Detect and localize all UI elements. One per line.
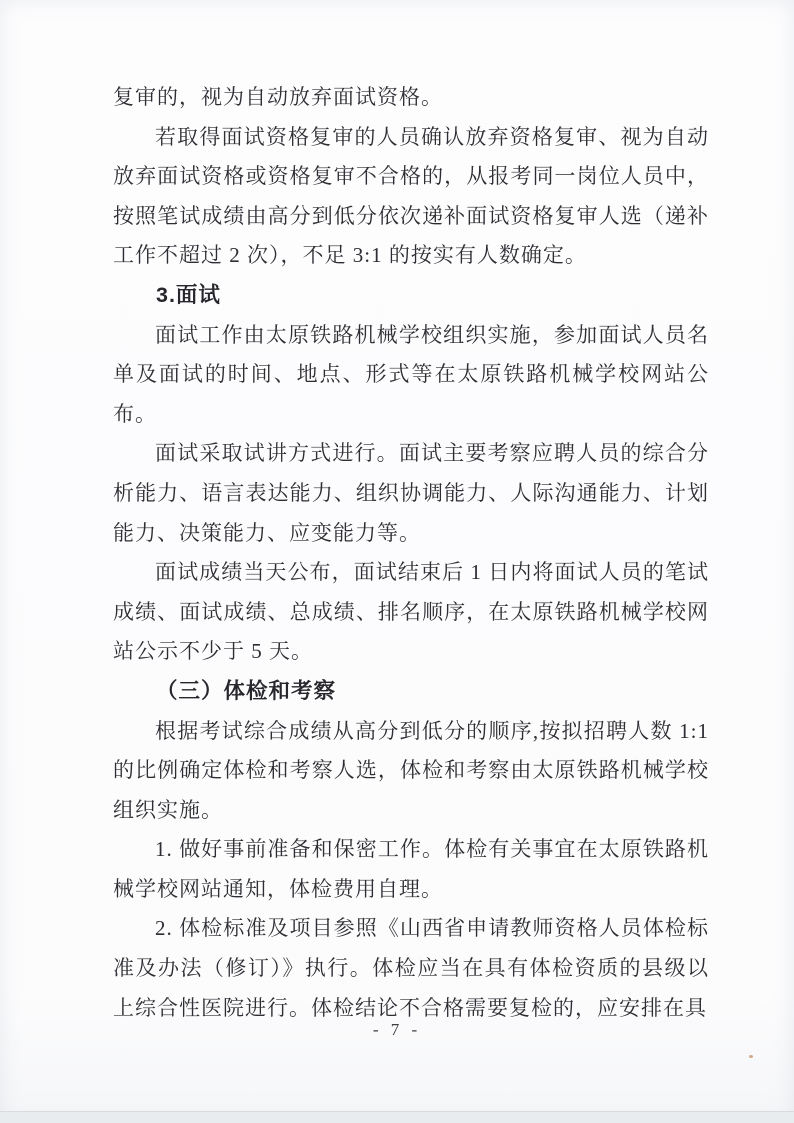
scan-speck — [749, 1055, 753, 1058]
heading-interview: 3.面试 — [156, 282, 221, 307]
paragraph-interview-results: 面试成绩当天公布，面试结束后 1 日内将面试人员的笔试成绩、面试成绩、总成绩、排名顺序，在太原铁路机械学校网站公示不少于 5 天。 — [113, 560, 709, 664]
paragraph-medical-ratio: 根据考试综合成绩从高分到低分的顺序,按拟招聘人数 1:1 的比例确定体检和考察人选，体检和考察由太原铁路机械学校组织实施。 — [113, 718, 709, 822]
paragraph-medical-preparation: 1. 做好事前准备和保密工作。体检有关事宜在太原铁路机械学校网站通知，体检费用自理。 — [113, 837, 709, 901]
page-body — [113, 78, 709, 1028]
paragraph-interview-organization: 面试工作由太原铁路机械学校组织实施，参加面试人员名单及面试的时间、地点、形式等在太原铁路机械学校网站公布。 — [113, 322, 709, 426]
page-number: - 7 - — [372, 1020, 422, 1039]
paragraph-medical-standard: 2. 体检标准及项目参照《山西省申请教师资格人员体检标准及办法（修订）》执行。体检应当在具有体检资质的县级以上综合性医院进行。体检结论不合格需要复检的，应安排在具 — [113, 916, 709, 1020]
scan-bottom-edge — [0, 1111, 794, 1123]
paragraph-interview-format: 面试采取试讲方式进行。面试主要考察应聘人员的综合分析能力、语言表达能力、组织协调能力、人际沟通能力、计划能力、决策能力、应变能力等。 — [113, 441, 709, 545]
paragraph-continuation: 复审的，视为自动放弃面试资格。 — [113, 85, 443, 109]
heading-medical-inspection: （三）体检和考察 — [156, 678, 337, 703]
paragraph-replacement-rule: 若取得面试资格复审的人员确认放弃资格复审、视为自动放弃面试资格或资格复审不合格的，从报考同一岗位人员中，按照笔试成绩由高分到低分依次递补面试资格复审人选（递补工作不超过 2 次），不足 3:1 的按实有人数确定。 — [113, 124, 709, 268]
